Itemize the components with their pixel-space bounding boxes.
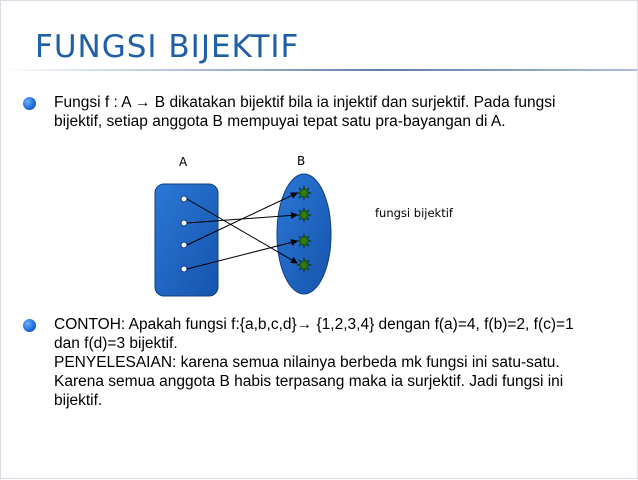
example-answer: PENYELESAIAN: karena semua nilainya berbeda mk fungsi ini satu-satu. Karena semua anggota B habis terpasang maka ia surjektif. Jadi fungsi ini bijektif. (54, 354, 564, 409)
slide-title: FUNGSI BIJEKTIF (35, 29, 300, 65)
definition-text: Fungsi f : A → B dikatakan bijektif bila ia injektif dan surjektif. Pada fungsi bijektif, setiap anggota B mempuyai tepat satu pra-bayangan di A. (54, 94, 556, 130)
diagram-caption: fungsi bijektif (375, 206, 453, 220)
set-b-point-star-icon (297, 234, 311, 248)
set-a-point (181, 242, 187, 248)
set-a-point (181, 220, 187, 226)
bullet-dot-icon (23, 319, 36, 332)
set-b-label: B (297, 154, 306, 168)
set-b-point-star-icon (297, 208, 311, 222)
set-a-point (181, 266, 187, 272)
set-b-point-star-icon (297, 258, 311, 272)
bullet-example (23, 315, 603, 410)
set-a-point (181, 196, 187, 202)
set-b-point-star-icon (297, 186, 311, 200)
set-a-label: A (179, 155, 188, 169)
example-question: CONTOH: Apakah fungsi f:{a,b,c,d}→ {1,2,3,4} dengan f(a)=4, f(b)=2, f(c)=1 dan f(d)=3 bijektif. (54, 316, 574, 352)
